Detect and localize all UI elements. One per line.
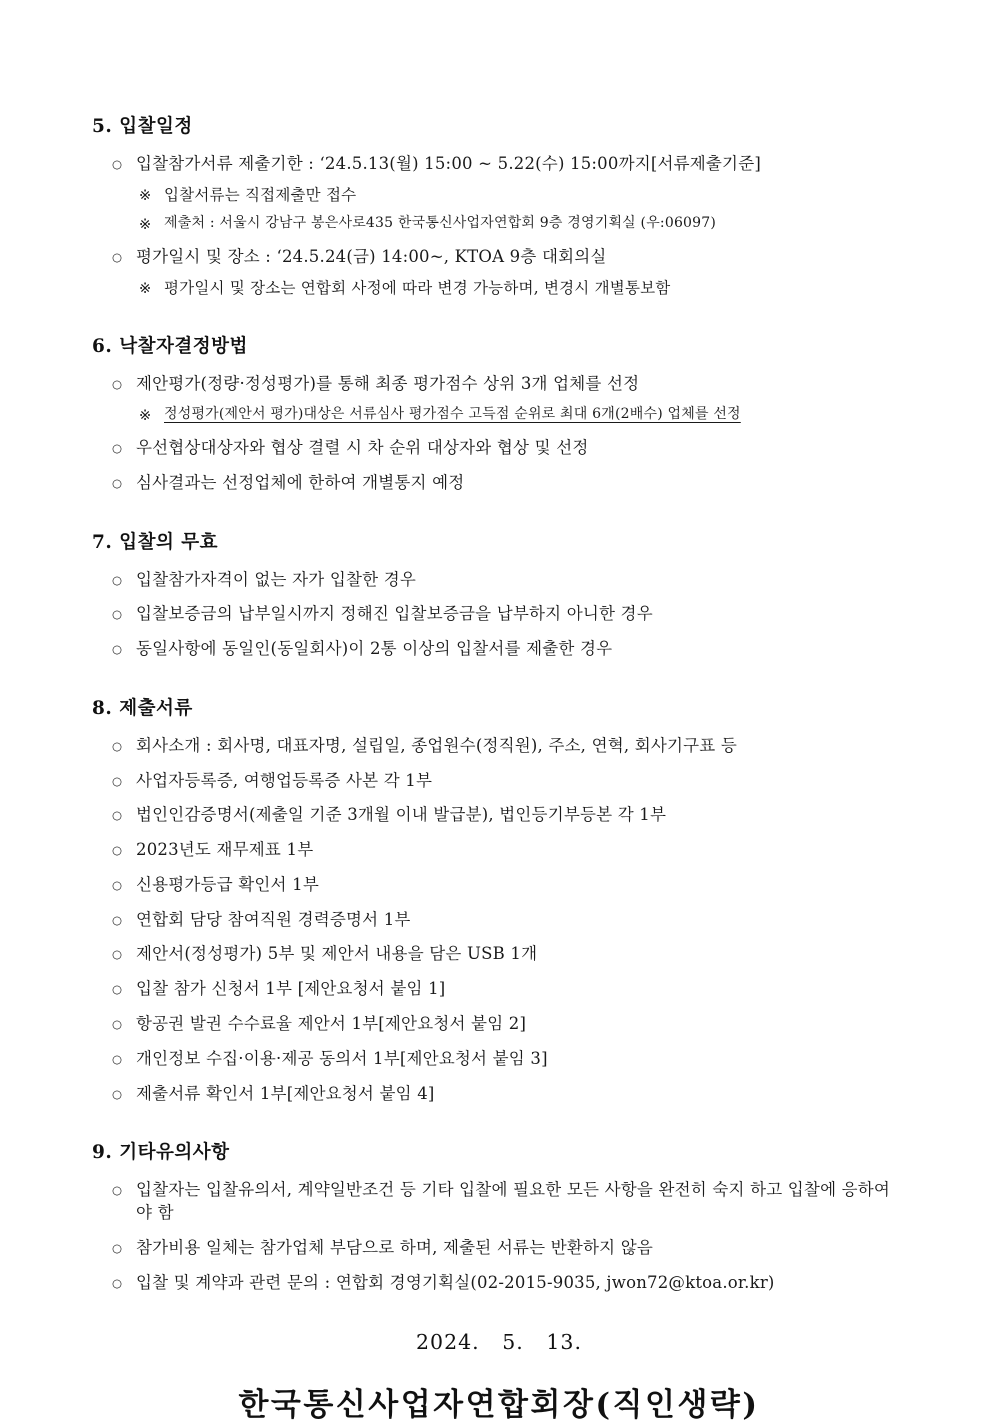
circle-bullet-icon: ○	[112, 607, 123, 622]
item-text: 법인인감증명서(제출일 기준 3개월 이내 발급분), 법인등기부등본 각 1부	[136, 805, 667, 825]
bullet-item	[112, 1083, 906, 1106]
circle-bullet-icon: ○	[112, 1086, 123, 1101]
circle-bullet-icon: ○	[112, 377, 123, 392]
section-6	[92, 332, 906, 494]
bullet-item	[112, 638, 906, 661]
item-text: 심사결과는 선정업체에 한하여 개별통지 예정	[136, 472, 465, 492]
section-8-title: 8. 제출서류	[92, 697, 193, 719]
bullet-item	[112, 1179, 906, 1225]
item-text: 평가일시 및 장소는 연합회 사정에 따라 변경 가능하며, 변경시 개별통보함	[164, 278, 671, 297]
reference-mark-icon: ※	[139, 217, 152, 234]
item-text: 참가비용 일체는 참가업체 부담으로 하며, 제출된 서류는 반환하지 않음	[136, 1237, 654, 1257]
item-text: 신용평가등급 확인서 1부	[136, 874, 319, 894]
circle-bullet-icon: ○	[112, 572, 123, 587]
item-text: 입찰 참가 신청서 1부 [제안요청서 붙임 1]	[136, 979, 446, 999]
circle-bullet-icon: ○	[112, 738, 123, 753]
item-text: 입찰 및 계약과 관련 문의 : 연합회 경영기획실(02-2015-9035, jwon72@ktoa.or.kr)	[136, 1272, 775, 1292]
note-item	[139, 405, 936, 426]
signature-line: 한국통신사업자연합회장(직인생략)	[238, 1387, 760, 1424]
reference-mark-icon: ※	[139, 187, 152, 204]
document-date: 2024. 5. 13.	[416, 1330, 582, 1355]
circle-bullet-icon: ○	[112, 947, 123, 962]
bullet-item	[112, 437, 906, 460]
circle-bullet-icon: ○	[112, 982, 123, 997]
bullet-item	[112, 246, 906, 269]
circle-bullet-icon: ○	[112, 1183, 123, 1198]
circle-bullet-icon: ○	[112, 1240, 123, 1255]
circle-bullet-icon: ○	[112, 912, 123, 927]
bullet-item	[112, 603, 906, 626]
section-7-title: 7. 입찰의 무효	[92, 531, 219, 553]
section-8	[92, 694, 906, 1105]
item-text: 입찰참가서류 제출기한 : ‘24.5.13(월) 15:00 ~ 5.22(수) 15:00까지[서류제출기준]	[136, 154, 761, 173]
section-5-title: 5. 입찰일정	[92, 116, 193, 137]
item-text: 제안서(정성평가) 5부 및 제안서 내용을 담은 USB 1개	[136, 944, 538, 964]
section-9	[92, 1138, 906, 1294]
circle-bullet-icon: ○	[112, 808, 123, 823]
item-text: 제출서류 확인서 1부[제안요청서 붙임 4]	[136, 1083, 435, 1103]
circle-bullet-icon: ○	[112, 843, 123, 858]
item-text: 2023년도 재무제표 1부	[136, 840, 314, 860]
document-sections	[92, 112, 906, 1294]
item-text: 개인정보 수집·이용·제공 동의서 1부[제안요청서 붙임 3]	[136, 1048, 548, 1068]
bullet-item	[112, 373, 906, 396]
circle-bullet-icon: ○	[112, 475, 123, 490]
bullet-item	[112, 770, 906, 793]
item-text: 회사소개 : 회사명, 대표자명, 설립일, 종업원수(정직원), 주소, 연혁, 회사기구표 등	[136, 735, 738, 755]
bullet-item	[112, 943, 906, 966]
item-text: 정성평가(제안서 평가)대상은 서류심사 평가점수 고득점 순위로 최대 6개(2배수) 업체를 선정	[164, 406, 741, 423]
section-9-title: 9. 기타유의사항	[92, 1142, 230, 1164]
item-text: 항공권 발권 수수료율 제안서 1부[제안요청서 붙임 2]	[136, 1014, 527, 1033]
circle-bullet-icon: ○	[112, 773, 123, 788]
bullet-item	[112, 839, 906, 862]
section-5	[92, 112, 906, 299]
circle-bullet-icon: ○	[112, 250, 123, 265]
circle-bullet-icon: ○	[112, 642, 123, 657]
bullet-item	[112, 1272, 906, 1295]
bullet-item	[112, 735, 906, 758]
bullet-item	[112, 569, 906, 592]
section-7	[92, 528, 906, 661]
bullet-item	[112, 909, 906, 932]
circle-bullet-icon: ○	[112, 1275, 123, 1290]
circle-bullet-icon: ○	[112, 1051, 123, 1066]
bullet-item	[112, 153, 906, 176]
bullet-item	[112, 978, 906, 1001]
note-item	[139, 185, 906, 206]
note-item	[139, 278, 906, 299]
item-text: 입찰참가자격이 없는 자가 입찰한 경우	[136, 569, 417, 589]
item-text: 동일사항에 동일인(동일회사)이 2통 이상의 입찰서를 제출한 경우	[136, 639, 613, 659]
reference-mark-icon: ※	[139, 280, 152, 297]
circle-bullet-icon: ○	[112, 1017, 123, 1031]
bullet-item	[112, 804, 906, 827]
item-text: 입찰서류는 직접제출만 접수	[164, 185, 357, 204]
item-text: 제안평가(정량·정성평가)를 통해 최종 평가점수 상위 3개 업체를 선정	[136, 374, 640, 394]
item-text: 연합회 담당 참여직원 경력증명서 1부	[136, 909, 411, 929]
item-text: 제출처 : 서울시 강남구 봉은사로435 한국통신사업자연합회 9층 경영기획실 (우:06097)	[164, 215, 717, 232]
bullet-item	[112, 472, 906, 495]
bullet-item	[112, 1013, 906, 1036]
section-6-title: 6. 낙찰자결정방법	[92, 336, 248, 358]
item-text: 입찰보증금의 납부일시까지 정해진 입찰보증금을 납부하지 아니한 경우	[136, 604, 653, 624]
note-item	[139, 214, 936, 235]
bullet-item	[112, 1048, 906, 1071]
item-text: 평가일시 및 장소 : ‘24.5.24(금) 14:00~, KTOA 9층 대회의실	[136, 247, 607, 267]
bullet-item	[112, 1237, 906, 1260]
item-text: 사업자등록증, 여행업등록증 사본 각 1부	[136, 770, 433, 790]
reference-mark-icon: ※	[139, 408, 152, 425]
bullet-item	[112, 874, 906, 897]
circle-bullet-icon: ○	[112, 877, 123, 892]
item-text: 입찰자는 입찰유의서, 계약일반조건 등 기타 입찰에 필요한 모든 사항을 완전히 숙지 하고 입찰에 응하여야 함	[136, 1180, 891, 1223]
circle-bullet-icon: ○	[112, 157, 123, 171]
document-footer	[92, 1330, 906, 1424]
item-text: 우선협상대상자와 협상 결렬 시 차 순위 대상자와 협상 및 선정	[136, 438, 589, 458]
circle-bullet-icon: ○	[112, 441, 123, 456]
